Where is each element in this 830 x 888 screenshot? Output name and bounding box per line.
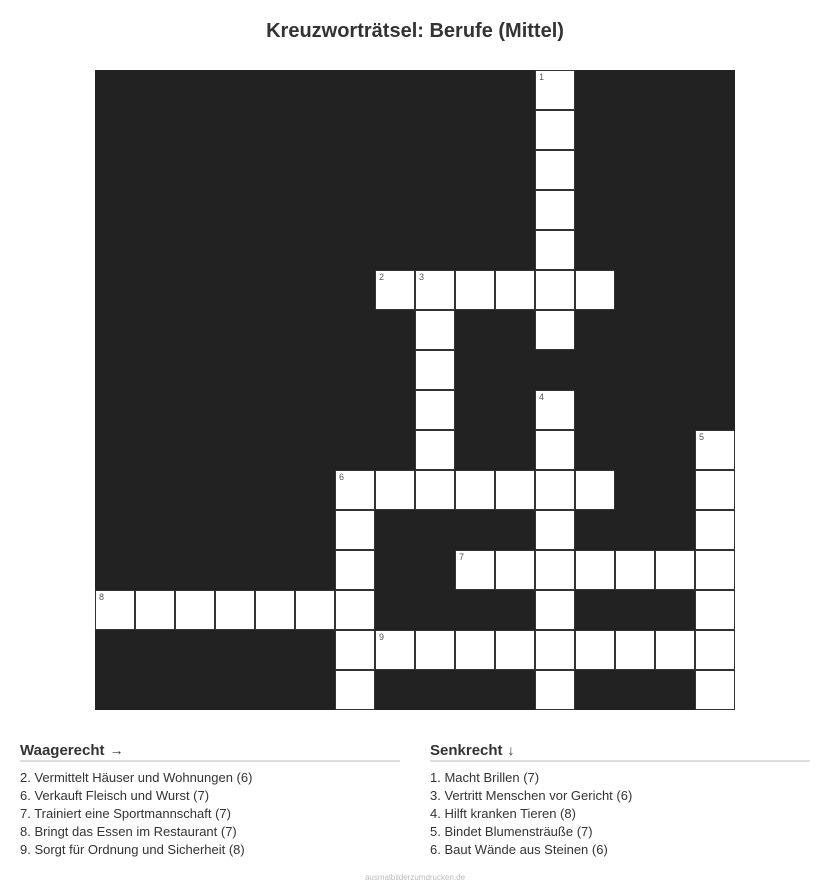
clue-number: 4 [539, 392, 545, 402]
crossword-cell[interactable] [415, 470, 455, 510]
down-clue: 1. Macht Brillen (7) [430, 770, 540, 785]
crossword-cell[interactable] [375, 630, 415, 670]
crossword-cell[interactable] [695, 590, 735, 630]
crossword-cell[interactable] [495, 270, 535, 310]
down-clue: 4. Hilft kranken Tieren (8) [430, 806, 576, 821]
clue-number: 2 [379, 272, 385, 282]
down-heading-label: Senkrecht [430, 742, 503, 759]
clue-number: 1 [539, 72, 545, 82]
crossword-cell[interactable] [575, 470, 615, 510]
crossword-cell[interactable] [535, 70, 575, 110]
down-heading [430, 742, 810, 762]
down-clue: 3. Vertritt Menschen vor Gericht (6) [430, 788, 633, 803]
crossword-cell[interactable] [375, 470, 415, 510]
across-clue: 8. Bringt das Essen im Restaurant (7) [20, 824, 237, 839]
crossword-cell[interactable] [535, 590, 575, 630]
crossword-cell[interactable] [535, 630, 575, 670]
crossword-cell[interactable] [695, 630, 735, 670]
crossword-cell[interactable] [375, 270, 415, 310]
crossword-cell[interactable] [535, 190, 575, 230]
crossword-cell[interactable] [535, 230, 575, 270]
crossword-cell[interactable] [415, 350, 455, 390]
crossword-cell[interactable] [535, 390, 575, 430]
crossword-cell[interactable] [535, 270, 575, 310]
crossword-cell[interactable] [535, 110, 575, 150]
down-clues [430, 742, 810, 859]
crossword-cell[interactable] [695, 470, 735, 510]
clue-number: 7 [459, 552, 465, 562]
crossword-cell[interactable] [335, 590, 375, 630]
crossword-cell[interactable] [695, 670, 735, 710]
crossword-cell[interactable] [535, 430, 575, 470]
crossword-cell[interactable] [215, 590, 255, 630]
crossword-cell[interactable] [535, 470, 575, 510]
clue-number: 5 [699, 432, 705, 442]
crossword-cell[interactable] [455, 550, 495, 590]
crossword-cell[interactable] [655, 550, 695, 590]
crossword-cell[interactable] [495, 550, 535, 590]
across-clue: 9. Sorgt für Ordnung und Sicherheit (8) [20, 842, 245, 857]
crossword-cell[interactable] [135, 590, 175, 630]
crossword-cell[interactable] [575, 270, 615, 310]
crossword-cell[interactable] [575, 630, 615, 670]
crossword-cell[interactable] [255, 590, 295, 630]
crossword-cell[interactable] [695, 550, 735, 590]
crossword-cell[interactable] [415, 270, 455, 310]
across-clues [20, 742, 400, 859]
down-clue: 5. Bindet Blumensträuße (7) [430, 824, 593, 839]
clue-number: 6 [339, 472, 345, 482]
crossword-cell[interactable] [335, 630, 375, 670]
crossword-cell[interactable] [335, 470, 375, 510]
crossword-cell[interactable] [415, 430, 455, 470]
crossword-cell[interactable] [415, 310, 455, 350]
crossword-cell[interactable] [695, 430, 735, 470]
crossword-cell[interactable] [495, 470, 535, 510]
crossword-cell[interactable] [575, 550, 615, 590]
down-clue: 6. Baut Wände aus Steinen (6) [430, 842, 608, 857]
crossword-cell[interactable] [335, 670, 375, 710]
crossword-cell[interactable] [615, 630, 655, 670]
arrow-right-icon: → [109, 742, 124, 758]
crossword-cell[interactable] [455, 470, 495, 510]
crossword-cell[interactable] [455, 630, 495, 670]
across-heading [20, 742, 400, 762]
across-clue: 7. Trainiert eine Sportmannschaft (7) [20, 806, 231, 821]
crossword-cell[interactable] [295, 590, 335, 630]
crossword-cell[interactable] [535, 150, 575, 190]
crossword-cell[interactable] [535, 310, 575, 350]
crossword-cell[interactable] [655, 630, 695, 670]
crossword-cell[interactable] [535, 510, 575, 550]
clue-number: 8 [99, 592, 105, 602]
crossword-cell[interactable] [495, 630, 535, 670]
crossword-cell[interactable] [95, 590, 135, 630]
crossword-cell[interactable] [535, 550, 575, 590]
arrow-down-icon: ↓ [507, 742, 515, 758]
page-title: Kreuzworträtsel: Berufe (Mittel) [266, 20, 564, 42]
across-clue: 6. Verkauft Fleisch und Wurst (7) [20, 788, 210, 803]
clue-number: 9 [379, 632, 385, 642]
across-clue: 2. Vermittelt Häuser und Wohnungen (6) [20, 770, 253, 785]
crossword-cell[interactable] [615, 550, 655, 590]
crossword-cell[interactable] [535, 670, 575, 710]
crossword-cell[interactable] [415, 630, 455, 670]
site-watermark: ausmalbilderzumdrucken.de [364, 873, 466, 882]
crossword-cell[interactable] [415, 390, 455, 430]
crossword-cell[interactable] [175, 590, 215, 630]
clue-number: 3 [419, 272, 425, 282]
across-heading-label: Waagerecht [20, 742, 105, 759]
crossword-grid [95, 70, 735, 710]
crossword-cell[interactable] [455, 270, 495, 310]
crossword-cell[interactable] [335, 550, 375, 590]
crossword-cell[interactable] [335, 510, 375, 550]
crossword-cell[interactable] [695, 510, 735, 550]
